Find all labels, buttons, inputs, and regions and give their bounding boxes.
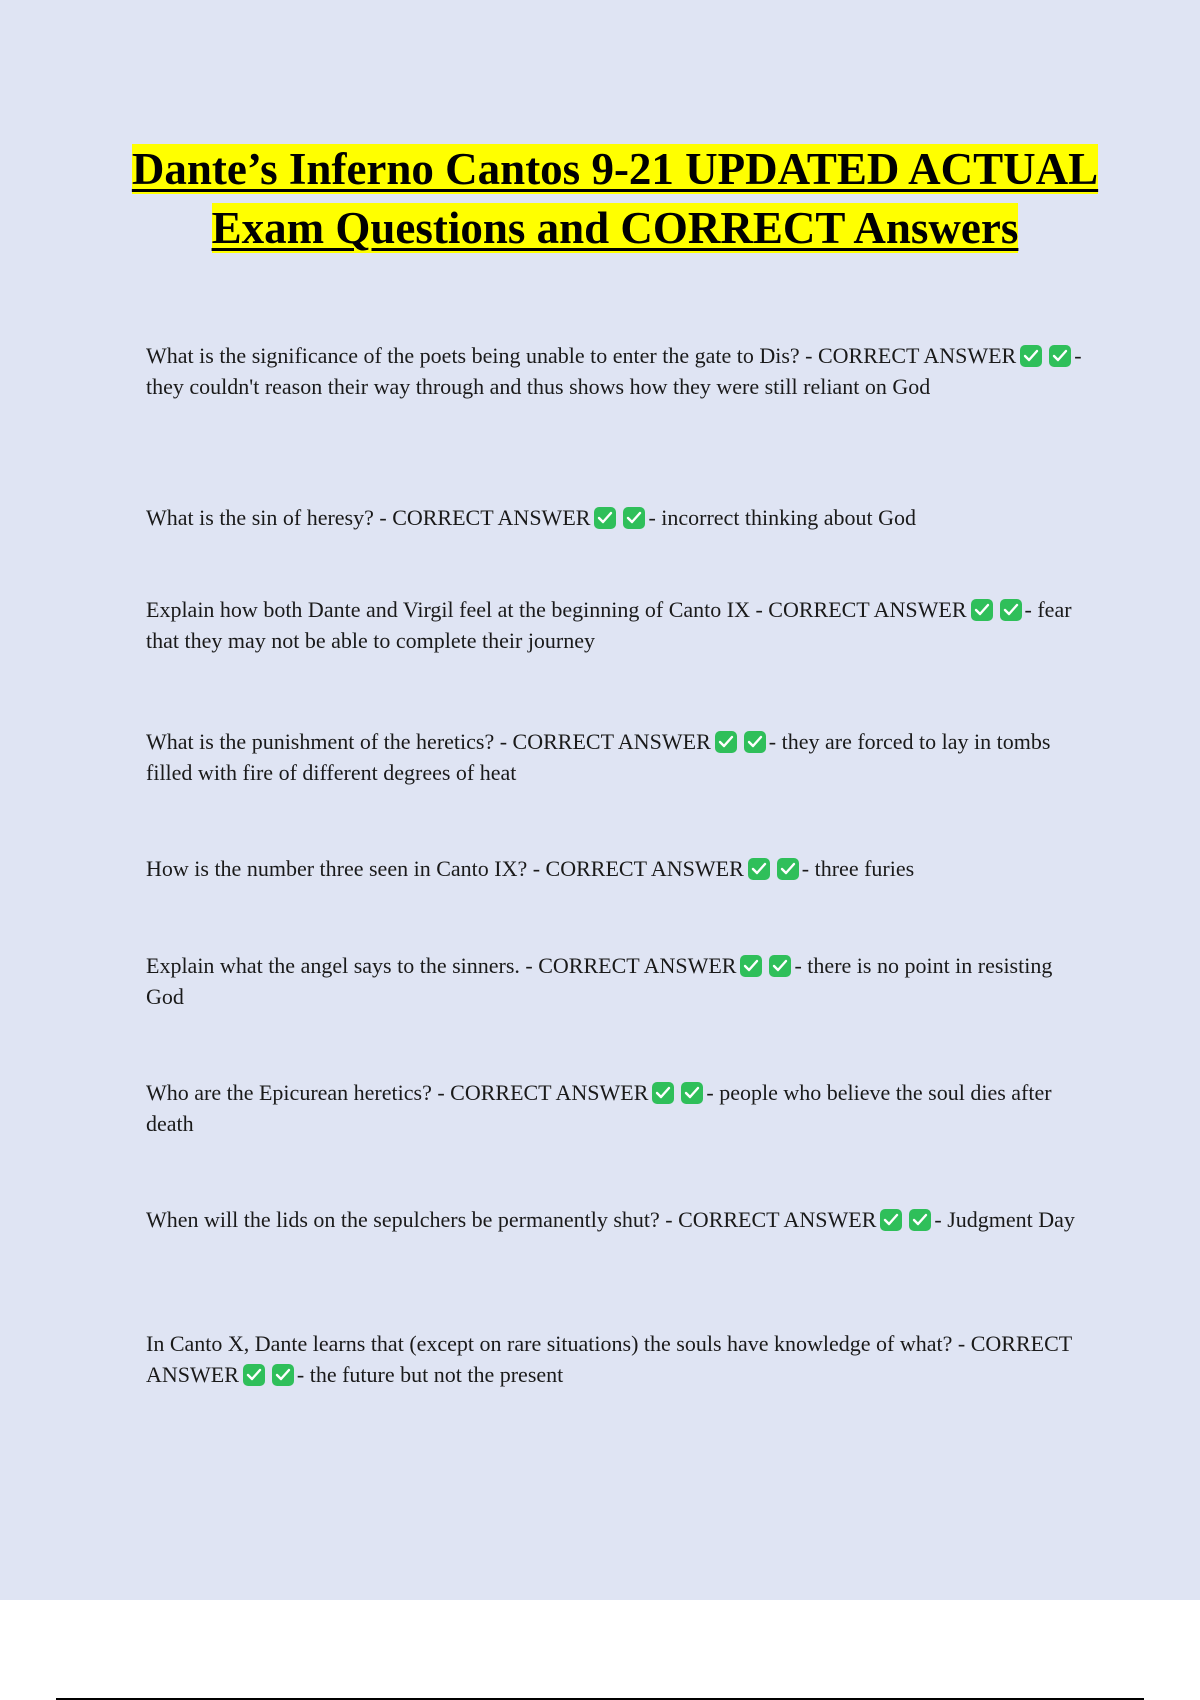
check-mark-icon (744, 731, 766, 753)
check-mark-icon (243, 1364, 265, 1386)
answer-text: - the future but not the present (296, 1362, 564, 1387)
check-mark-icon (652, 1082, 674, 1104)
question-text: How is the number three seen in Canto IX? - CORRECT ANSWER (146, 856, 744, 881)
document-title (130, 140, 1100, 258)
check-mark-icon (272, 1364, 294, 1386)
question-text: Who are the Epicurean heretics? - CORRECT ANSWER (146, 1080, 649, 1105)
check-mark-icon (1020, 345, 1042, 367)
answer-text: - there is no point in resisting God (146, 953, 1053, 1009)
question-text: What is the significance of the poets being unable to enter the gate to Dis? - CORRECT ANSWER (146, 343, 1017, 368)
answer-text: - fear that they may not be able to complete their journey (146, 597, 1072, 653)
check-mark-icon (740, 955, 762, 977)
check-mark-icon (777, 858, 799, 880)
question-text: Explain how both Dante and Virgil feel at the beginning of Canto IX - CORRECT ANSWER (146, 597, 967, 622)
qa-item (146, 853, 1086, 884)
answer-text: - three furies (801, 856, 915, 881)
question-text: When will the lids on the sepulchers be permanently shut? - CORRECT ANSWER (146, 1207, 877, 1232)
qa-item (146, 1204, 1086, 1235)
answer-text: - Judgment Day (934, 1207, 1075, 1232)
question-text: What is the sin of heresy? - CORRECT ANSWER (146, 505, 591, 530)
question-text: What is the punishment of the heretics? - CORRECT ANSWER (146, 729, 711, 754)
check-mark-icon (1049, 345, 1071, 367)
check-mark-icon (623, 507, 645, 529)
check-mark-icon (769, 955, 791, 977)
check-mark-icon (748, 858, 770, 880)
check-mark-icon (880, 1209, 902, 1231)
qa-item (146, 502, 1086, 533)
check-mark-icon (681, 1082, 703, 1104)
qa-item (146, 950, 1086, 1012)
check-mark-icon (1000, 599, 1022, 621)
check-mark-icon (909, 1209, 931, 1231)
answer-text: - they are forced to lay in tombs filled with fire of different degrees of heat (146, 729, 1051, 785)
check-mark-icon (715, 731, 737, 753)
answer-text: - incorrect thinking about God (648, 505, 917, 530)
qa-item (146, 594, 1086, 656)
question-text: Explain what the angel says to the sinners. - CORRECT ANSWER (146, 953, 737, 978)
question-text: In Canto X, Dante learns that (except on rare situations) the souls have knowledge of what? - CORRECT ANSWER (146, 1331, 1072, 1387)
answer-text: - people who believe the soul dies after death (146, 1080, 1052, 1136)
title-highlight: Dante’s Inferno Cantos 9-21 UPDATED ACTUAL Exam Questions and CORRECT Answers (131, 144, 1099, 253)
qa-item (146, 1077, 1086, 1139)
qa-item (146, 340, 1086, 402)
qa-item (146, 1328, 1086, 1390)
check-mark-icon (594, 507, 616, 529)
qa-item (146, 726, 1086, 788)
answer-text: - they couldn't reason their way through and thus shows how they were still reliant on God (146, 343, 1082, 399)
check-mark-icon (971, 599, 993, 621)
